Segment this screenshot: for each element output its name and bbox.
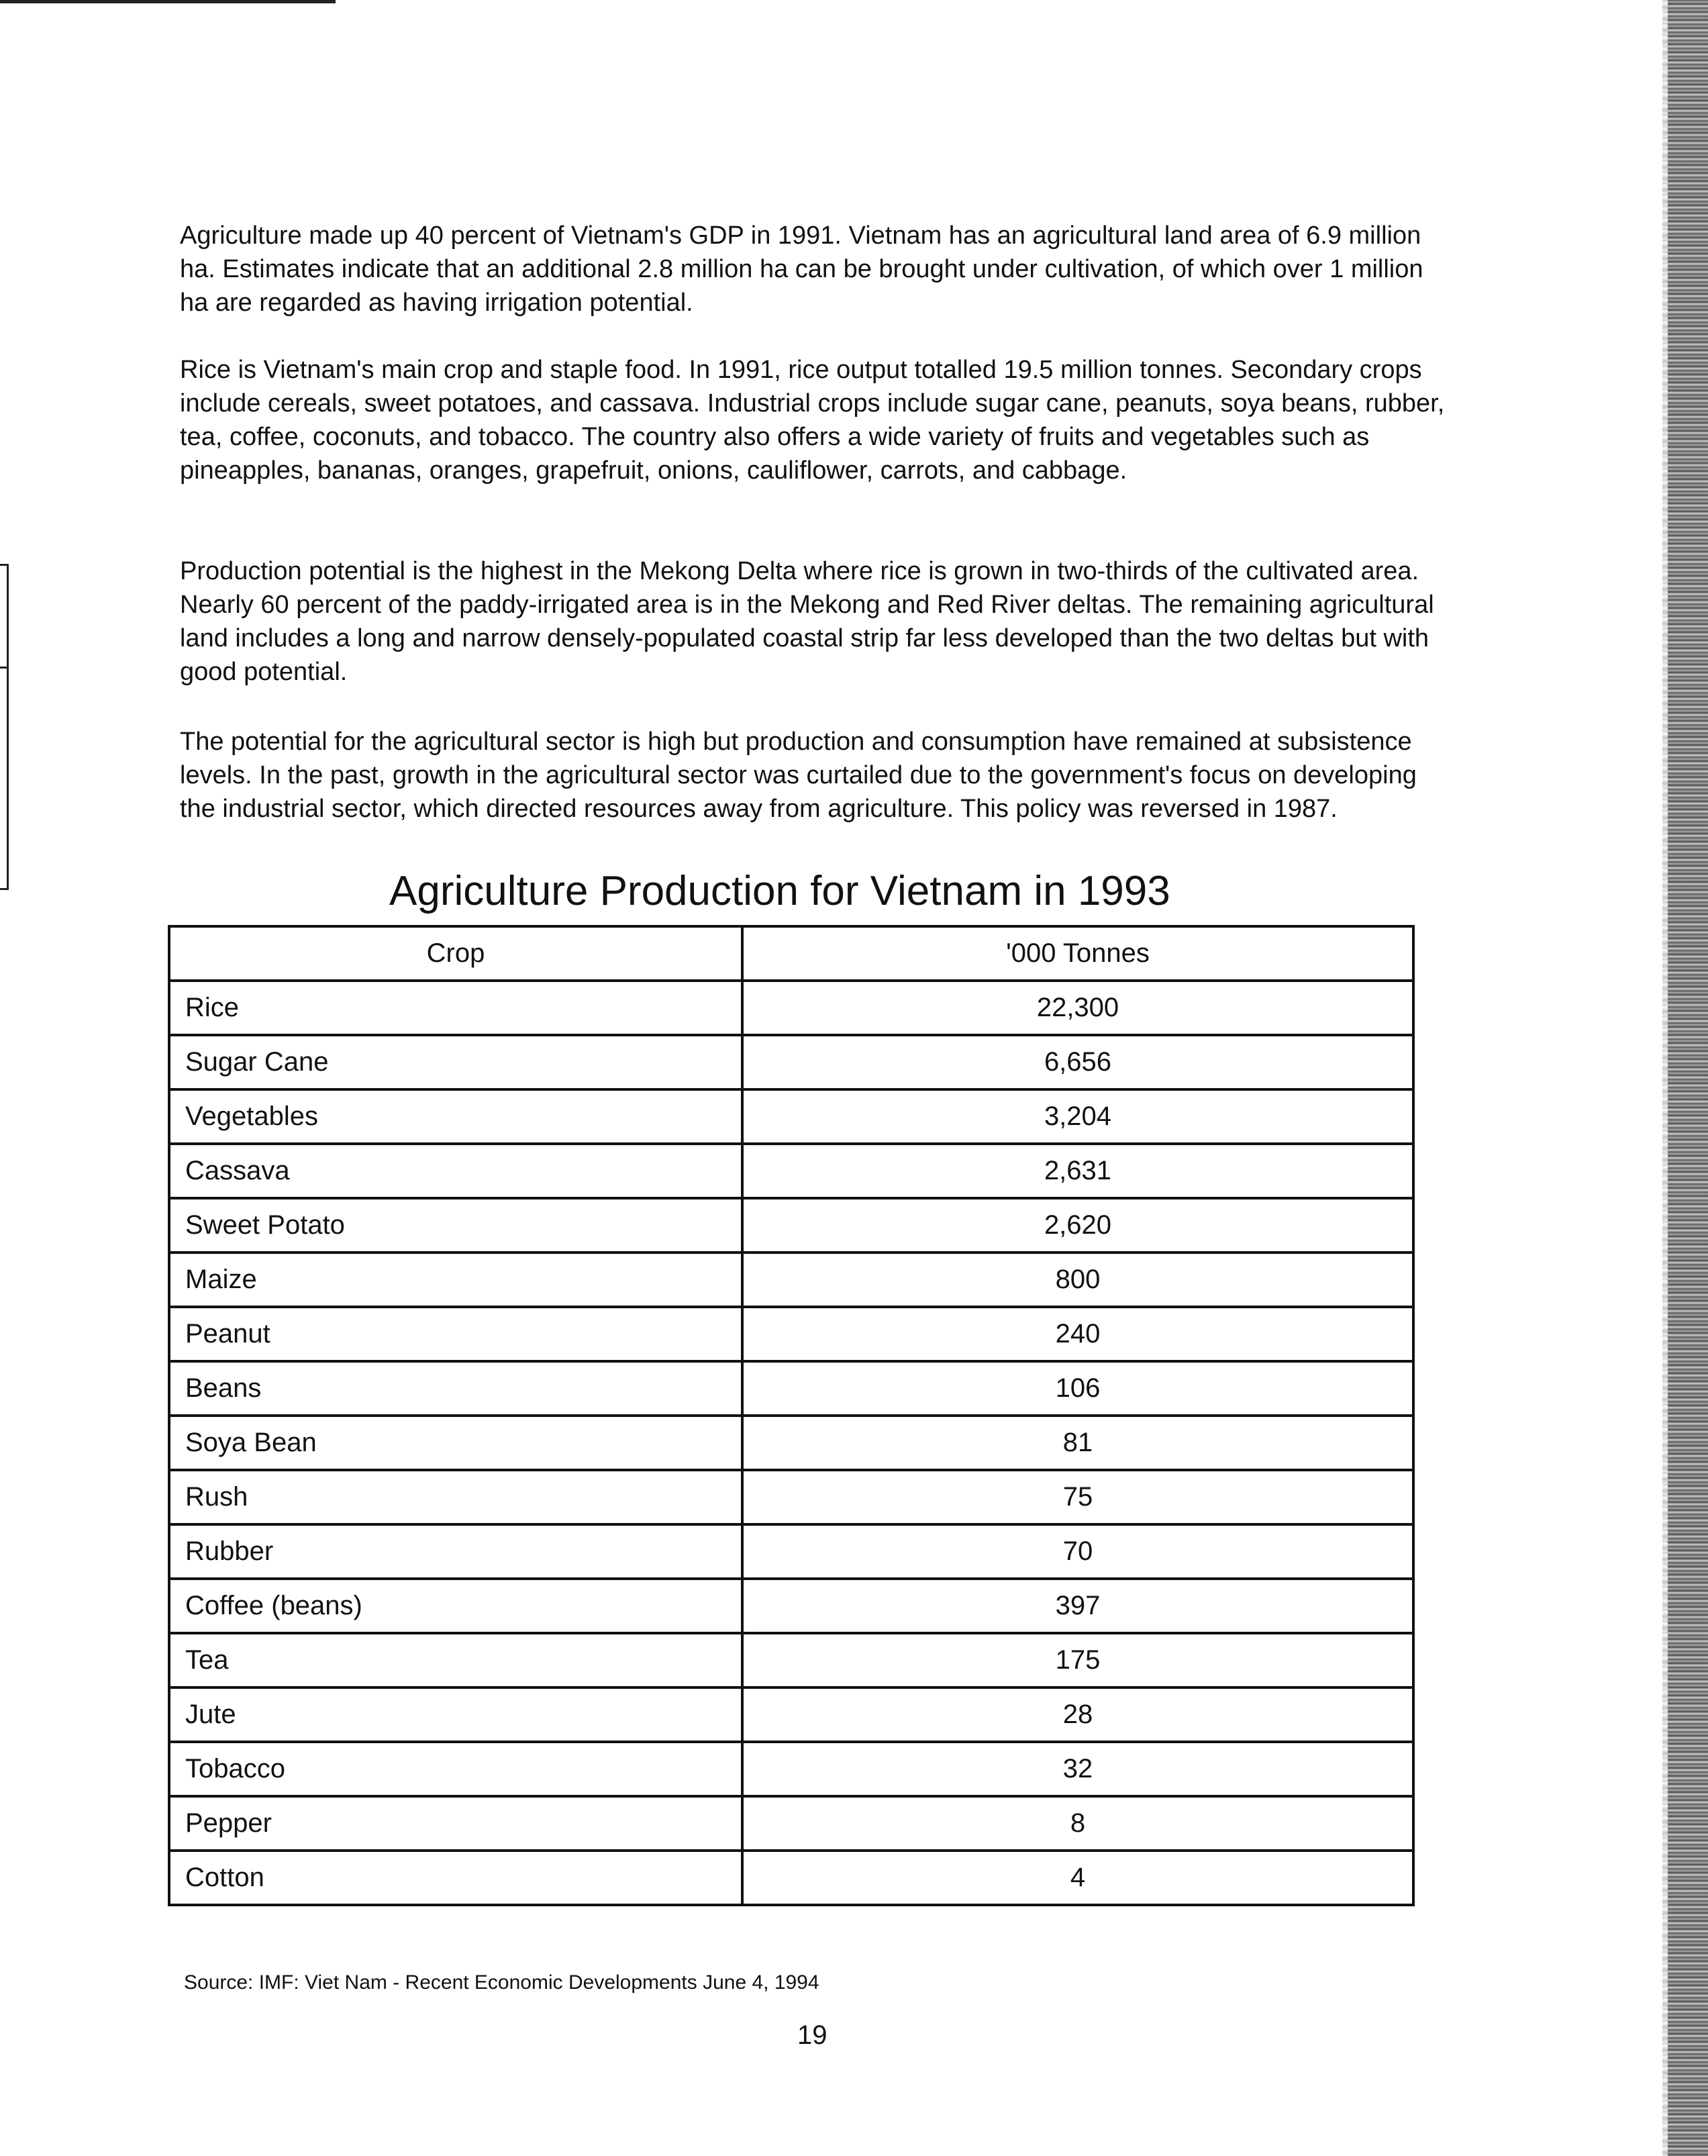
crop-tonnes: 2,620 [742,1198,1413,1253]
crop-name: Cotton [169,1851,742,1905]
paragraph-gdp: Agriculture made up 40 percent of Vietnam's GDP in 1991. Vietnam has an agricultural land area of 6.9 million ha. Estimates indicate that an additional 2.8 million ha can be brought under cultivation, of which over 1 million ha are regarded as having irrigation potential. [180,222,1423,317]
header-crop: Crop [169,926,742,981]
crop-tonnes: 800 [742,1253,1413,1307]
crop-name: Sugar Cane [169,1035,742,1089]
table-row [169,1579,1413,1633]
crop-name: Peanut [169,1307,742,1361]
table-row [169,1253,1413,1307]
table-row [169,1307,1413,1361]
table-row [169,1144,1413,1198]
table-row [169,1851,1413,1905]
crop-tonnes: 4 [742,1851,1413,1905]
crop-name: Tobacco [169,1742,742,1796]
crop-name: Pepper [169,1796,742,1851]
crop-tonnes: 397 [742,1579,1413,1633]
table-row [169,1361,1413,1416]
crop-tonnes: 106 [742,1361,1413,1416]
crop-name: Vegetables [169,1089,742,1144]
crop-name: Maize [169,1253,742,1307]
page-number: 19 [797,2020,827,2050]
crop-name: Soya Bean [169,1416,742,1470]
table-row [169,1035,1413,1089]
table-row [169,981,1413,1035]
crop-tonnes: 22,300 [742,981,1413,1035]
table-row [169,1470,1413,1524]
scanned-page-edge [1668,0,1708,2156]
table-row [169,1796,1413,1851]
top-rule [0,0,336,3]
crop-tonnes: 2,631 [742,1144,1413,1198]
table-row [169,1687,1413,1742]
table-row [169,1633,1413,1687]
table-title: Agriculture Production for Vietnam in 1993 [389,868,1170,914]
paragraph-mekong: Production potential is the highest in the Mekong Delta where rice is grown in two-thirds of the cultivated area. Nearly 60 percent of the paddy-irrigated area is in the Mekong and Red River deltas. The remaining agricultural land includes a long and narrow densely-populated coastal strip far less developed than the two deltas but with good potential. [180,557,1434,686]
crop-tonnes: 75 [742,1470,1413,1524]
crop-tonnes: 3,204 [742,1089,1413,1144]
crop-tonnes: 70 [742,1524,1413,1579]
paragraph-potential: The potential for the agricultural sector is high but production and consumption have remained at subsistence levels. In the past, growth in the agricultural sector was curtailed due to the government's focus on developing the industrial sector, which directed resources away from agriculture. This policy was reversed in 1987. [180,728,1417,823]
crop-name: Cassava [169,1144,742,1198]
crop-tonnes: 8 [742,1796,1413,1851]
crop-name: Rush [169,1470,742,1524]
table-row [169,1742,1413,1796]
table-row [169,1524,1413,1579]
crop-name: Tea [169,1633,742,1687]
crop-name: Coffee (beans) [169,1579,742,1633]
crop-tonnes: 32 [742,1742,1413,1796]
crop-tonnes: 240 [742,1307,1413,1361]
crop-tonnes: 6,656 [742,1035,1413,1089]
agriculture-production-table [168,925,1415,1906]
table-header-row [169,926,1413,981]
table-row [169,1416,1413,1470]
table-row [169,1198,1413,1253]
crop-name: Beans [169,1361,742,1416]
source-note: Source: IMF: Viet Nam - Recent Economic Developments June 4, 1994 [184,1971,819,1994]
crop-name: Sweet Potato [169,1198,742,1253]
paragraph-rice: Rice is Vietnam's main crop and staple food. In 1991, rice output totalled 19.5 million tonnes. Secondary crops include cereals, sweet potatoes, and cassava. Industrial crops include sugar cane, peanuts, soya beans, rubber, tea, coffee, coconuts, and tobacco. The country also offers a wide variety of fruits and vegetables such as pineapples, bananas, oranges, grapefruit, onions, cauliflower, carrots, and cabbage. [180,356,1445,485]
crop-tonnes: 28 [742,1687,1413,1742]
crop-tonnes: 175 [742,1633,1413,1687]
crop-tonnes: 81 [742,1416,1413,1470]
crop-name: Rubber [169,1524,742,1579]
left-margin-bracket [0,564,9,890]
header-tonnes: '000 Tonnes [742,926,1413,981]
crop-name: Rice [169,981,742,1035]
table-row [169,1089,1413,1144]
crop-name: Jute [169,1687,742,1742]
